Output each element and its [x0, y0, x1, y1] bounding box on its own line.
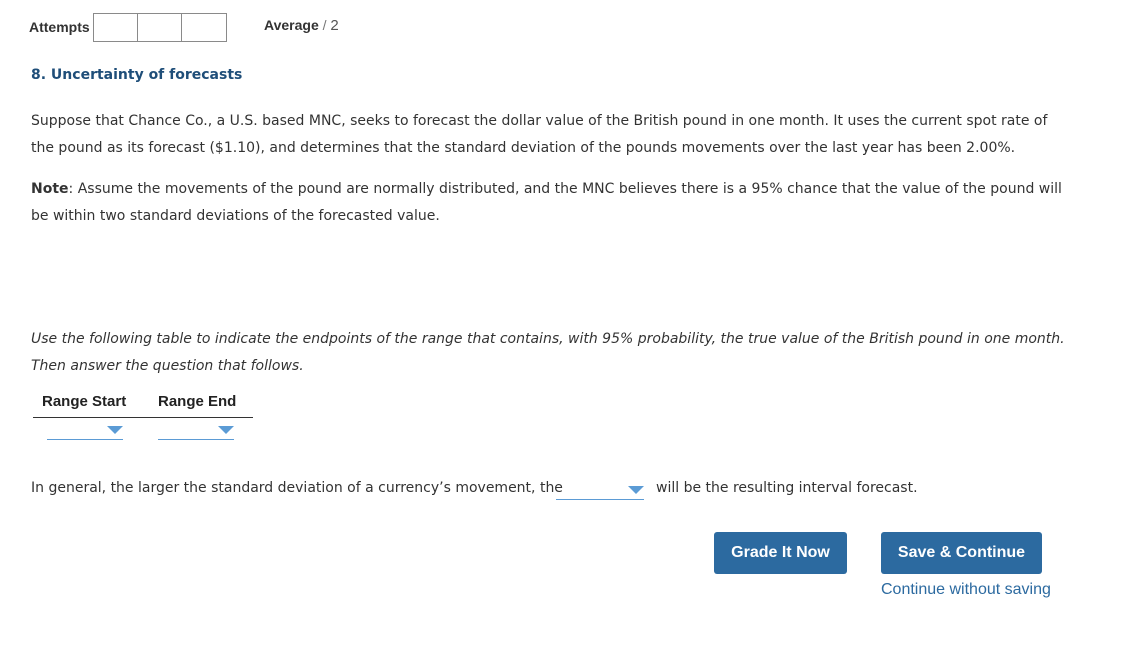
- attempts-label: Attempts: [29, 19, 90, 35]
- attempt-boxes: [93, 13, 227, 42]
- range-end-header: Range End: [158, 393, 237, 410]
- interval-width-dropdown[interactable]: [556, 479, 644, 500]
- range-end-dropdown[interactable]: [158, 419, 234, 440]
- range-table-header: [33, 393, 253, 418]
- note-text: : Assume the movements of the pound are normally distributed, and the MNC believes there is a 95% chance that the value of the pound will be within two standard deviations of the forecasted value.: [31, 181, 1062, 224]
- average-value: 2: [330, 17, 339, 34]
- attempt-box-3: [182, 14, 226, 41]
- range-start-dropdown[interactable]: [47, 419, 123, 440]
- save-continue-button[interactable]: Save & Continue: [881, 532, 1042, 574]
- chevron-down-icon: [107, 426, 123, 434]
- chevron-down-icon: [628, 486, 644, 494]
- continue-without-saving-link[interactable]: Continue without saving: [881, 581, 1051, 598]
- question-note: [31, 176, 1071, 230]
- attempt-box-1: [94, 14, 138, 41]
- question-instruction: Use the following table to indicate the endpoints of the range that contains, with 95% probability, the true value of the British pound in one month. Then answer the question that follows.: [31, 331, 1065, 374]
- question-paragraph: Suppose that Chance Co., a U.S. based MNC, seeks to forecast the dollar value of the British pound in one month. It uses the current spot rate of the pound as its forecast ($1.10), and determines that the standard deviation of the pounds movements over the last year has been 2.00%.: [31, 113, 1048, 156]
- average-separator: /: [322, 17, 327, 33]
- average-score: [264, 17, 339, 34]
- chevron-down-icon: [218, 426, 234, 434]
- average-label: Average: [264, 17, 319, 33]
- question2-text-after: will be the resulting interval forecast.: [656, 480, 918, 496]
- range-table: [33, 393, 253, 418]
- question2-text-before: In general, the larger the standard deviation of a currency’s movement, the: [31, 480, 563, 496]
- note-label: Note: [31, 181, 69, 197]
- attempt-box-2: [138, 14, 182, 41]
- attempts-row: [29, 12, 227, 42]
- grade-it-now-button[interactable]: Grade It Now: [714, 532, 847, 574]
- range-start-header: Range Start: [42, 393, 127, 410]
- question-title: 8. Uncertainty of forecasts: [31, 67, 243, 83]
